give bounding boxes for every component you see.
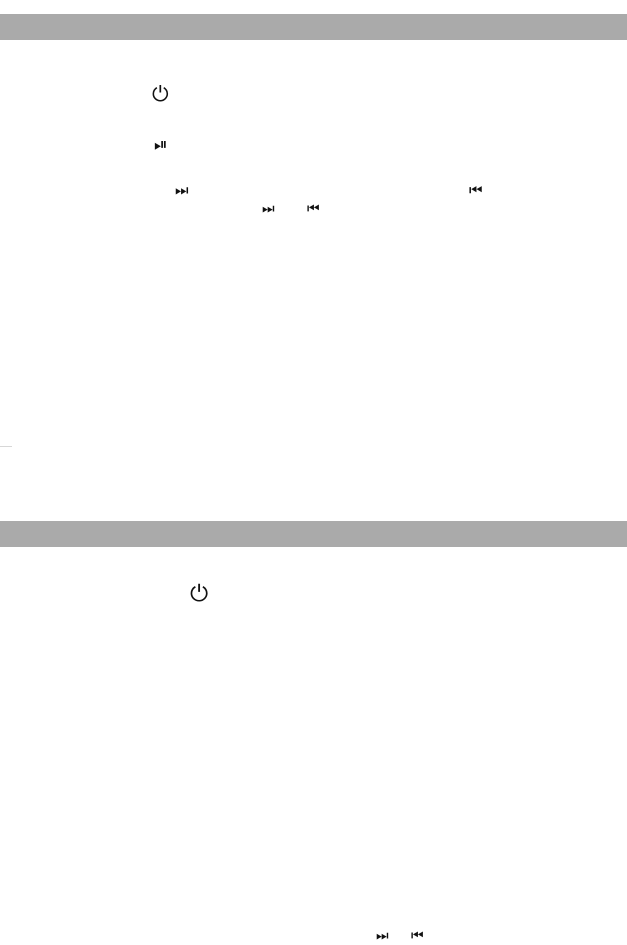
next-track-icon: ⏭: [376, 928, 389, 944]
next-track-icon: ⏭: [175, 181, 189, 199]
power-icon: ⏻: [152, 82, 169, 106]
section-header-band-top: [0, 14, 627, 40]
left-margin-rule: [0, 446, 12, 447]
play-pause-icon: ⏯: [154, 135, 168, 155]
section-header-band-middle: [0, 521, 627, 547]
previous-track-icon: ⏮: [469, 181, 483, 199]
previous-track-icon: ⏮: [411, 928, 424, 944]
power-icon: ⏻: [190, 581, 209, 607]
previous-track-icon: ⏮: [307, 201, 320, 217]
next-track-icon: ⏭: [262, 201, 275, 217]
